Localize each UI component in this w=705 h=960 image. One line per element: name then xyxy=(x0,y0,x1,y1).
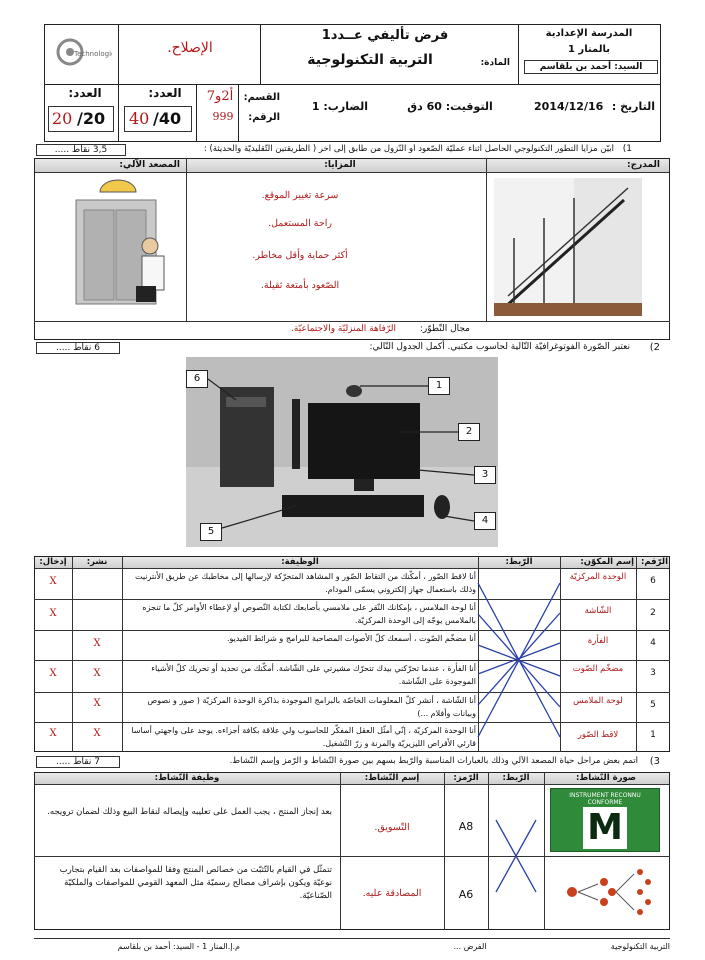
q2-header-input: إدخال: xyxy=(39,557,67,567)
advantage-item: راحة المستعمل. xyxy=(268,218,332,229)
school-place: بالمنار 1 xyxy=(567,44,610,55)
q2-row-name: مضخّم الصّوت xyxy=(572,664,624,674)
correction-title: الإصلاح. xyxy=(167,40,213,56)
q3-text: أتمم بعض مراحل حياة المصعد الآلي وذلك بالعبارات المناسبة والرّبط بسهم بين صورة النّشاط و الرّمز وإسم النّشاط. xyxy=(229,756,638,766)
q3-row-code: A8 xyxy=(458,820,474,833)
q2-row-function: أنا لوحة الملامس ، بإمكانك النّقر على ملامسي بأصابعك لكتابة النّصوص أو لإعطاء الأوامر كلّ ما تنجزه بالملامس يوجّه إلى الوحدة المركزيّة. xyxy=(142,603,476,625)
q3-header-name: إسم النّشاط: xyxy=(364,773,420,783)
q1-text: أبيّن مزايا التطور التكنولوجي الحاصل أثناء عمليّة الصّعود أو النّزول من طابق إلى آخر ( الطّريقتين التّقليديّة والحديثة) : xyxy=(203,144,614,154)
number-label: الرقم: xyxy=(248,112,280,123)
q3-row-code: A6 xyxy=(458,888,474,901)
date-value: 2014/12/16 xyxy=(534,100,604,113)
class-label: القسم: xyxy=(243,92,280,103)
number-value: 999 xyxy=(212,110,234,123)
q2-row-function: أنا الشّاشة ، أنشر كلّ المعلومات الخاصّة بالبرامج الموجودة بذاكرة الوحدة المركزيّة ( صور و نصوص وبيانات وأفلام ...) xyxy=(147,696,476,718)
school-name: المدرسة الإعدادية xyxy=(545,28,633,39)
q2-header-name: إسم المكوّن: xyxy=(580,557,634,567)
q2-number: 2) xyxy=(649,342,660,353)
score-label-1: العدد: xyxy=(148,86,182,100)
teacher-name: السيد: أحمد بن بلقاسم xyxy=(524,60,658,74)
q2-row-name: لاقط الصّور xyxy=(577,730,619,740)
q2-row-input: X xyxy=(49,668,57,679)
q2-row-num: 4 xyxy=(650,638,656,648)
cert-letter: M xyxy=(583,807,627,849)
class-value: 7أ2و xyxy=(206,89,234,104)
callout-number: 6 xyxy=(193,373,201,384)
q2-row-output: X xyxy=(93,728,101,739)
q2-row-output: X xyxy=(93,638,101,649)
score-value-2: 20 xyxy=(52,109,73,128)
date-label: التاريخ : xyxy=(611,100,655,113)
q1-field-label: مجال التّطوّر: xyxy=(419,324,470,334)
q2-header-num: الرّقم: xyxy=(640,557,668,567)
footer-right-text: م.إ.المنار 1 - السيد: أحمد بن بلقاسم xyxy=(117,942,240,951)
duration-label: التوقيت: 60 دق xyxy=(407,100,493,113)
q2-row-num: 1 xyxy=(650,730,656,740)
advantage-item: أكثر حماية وأقل مخاطر. xyxy=(252,250,348,261)
q2-row-num: 5 xyxy=(650,700,656,710)
exam-title: فرض تأليفي عــدد1 xyxy=(321,28,449,43)
q3-row-task: بعد إنجاز المنتج ، يجب العمل على تعليبه وإيصاله لنقاط البيع وذلك لضمان ترويجه. xyxy=(47,807,332,817)
q2-row-function: أنا لاقط الصّور ، أمكّنك من التقاط الصّور و المشاهد المتحرّكة لإرسالها إلى مخاطبك عن طريق الأنترنيت وذلك باستعمال جهاز إلكتروني يسمّى المودام. xyxy=(135,572,476,594)
q3-header-task: وظيفة النّشاط: xyxy=(154,773,220,783)
callout-number: 4 xyxy=(481,515,489,526)
q2-row-name: الوحدة المركزيّة xyxy=(569,572,627,582)
q2-header-function: الوظيفة: xyxy=(281,557,319,567)
q2-row-function: أنا الوحدة المركزيّة ، إنّي أمثّل العقل المفكّر للحاسوب ولي علاقة بكافة أجزاءه. يوجد على واجهتي أساسا قارئي الأقراص الليزيريّة والمرنة و زرّ التّشغيل. xyxy=(131,726,476,748)
q2-row-input: X xyxy=(49,608,57,619)
subject-name: التربية التكنولوجية xyxy=(307,52,433,68)
footer-mid-text: الفرض ... xyxy=(453,942,487,951)
q2-row-input: X xyxy=(49,576,57,587)
score-label-2: العدد: xyxy=(68,86,102,100)
q2-row-output: X xyxy=(93,698,101,709)
q1-col-stairs: المدرج: xyxy=(627,160,660,170)
callout-number: 5 xyxy=(207,526,215,537)
q2-points: 6 نقاط ..... xyxy=(36,342,120,354)
q1-col-advantages: المزايا: xyxy=(324,160,356,170)
q3-number: 3) xyxy=(649,756,660,767)
q3-points: 7 نقاط ..... xyxy=(36,756,120,768)
q2-header-output: نشر: xyxy=(86,557,108,567)
q2-row-name: الشّاشة xyxy=(584,606,612,616)
callout-number: 2 xyxy=(465,426,473,437)
subject-label: المادة: xyxy=(480,58,510,68)
cert-text: INSTRUMENT RECONNU CONFORME xyxy=(569,792,641,806)
q3-header-image: صورة النّشاط: xyxy=(575,773,637,783)
q2-header-link: الرّبط: xyxy=(505,557,533,567)
q2-row-name: الفأرة xyxy=(587,636,609,646)
score-value-1: 40 xyxy=(129,109,150,128)
q1-number: 1) xyxy=(622,144,632,154)
q1-field-value: الرّفاهة المنزليّة والاجتماعيّة. xyxy=(291,324,396,334)
q2-row-num: 3 xyxy=(650,668,656,678)
callout-number: 3 xyxy=(481,469,489,480)
callout-number: 1 xyxy=(435,380,443,391)
q2-row-output: X xyxy=(93,668,101,679)
svg-text:Technologie: Technologie xyxy=(74,50,112,58)
score-total-1: /40 xyxy=(153,109,182,128)
q2-row-num: 2 xyxy=(650,608,656,618)
q3-row-name: التّسويق. xyxy=(374,822,410,833)
q2-row-input: X xyxy=(49,728,57,739)
footer-divider xyxy=(34,938,670,939)
advantage-item: سرعة تغيير الموقع. xyxy=(261,190,339,201)
q3-row-name: المصادقة عليه. xyxy=(362,888,422,899)
advantage-item: الصّعود بأمتعة ثقيلة. xyxy=(260,280,340,291)
q2-row-name: لوحة الملامس xyxy=(573,696,623,706)
q2-row-function: أنا الفأرة ، عندما تحرّكني بيدك تتحرّك مشيرتي على الشّاشة. أمكّنك من تحديد أو تحريك كلّ الأشياء الموجودة على الشّاشة. xyxy=(151,664,476,686)
score-total-2: /20 xyxy=(77,109,106,128)
q2-row-function: أنا مضخّم الصّوت ، أسمعك كلّ الأصوات المصاحبة للبرامج و شرائط الفيديو. xyxy=(226,634,476,643)
q2-row-num: 6 xyxy=(650,576,656,586)
q1-points: 3,5 نقاط ..... xyxy=(36,144,126,156)
footer-left-text: التربية التكنولوجية xyxy=(610,942,670,951)
q2-text: نعتبر الصّورة الفوتوغرافيّة التّالية لحاسوب مكتبي. أكمل الجدول التّالي: xyxy=(369,342,630,352)
q1-col-elevator: المصعد الآلي: xyxy=(119,160,180,170)
q3-row-task: تتمثّل في القيام بالتّثبّت من خصائص المنتج وفقا للمواصفات بعد القيام بتجارب نوعيّة ويكون بإشراف مصالح رسميّة مثل المعهد القومي للمواصفات والملكيّة الصّناعيّة. xyxy=(59,865,332,901)
q3-header-code: الرّمز: xyxy=(453,773,479,783)
coefficient-label: الضارب: 1 xyxy=(311,100,369,113)
q3-header-link: الرّبط: xyxy=(502,773,530,783)
